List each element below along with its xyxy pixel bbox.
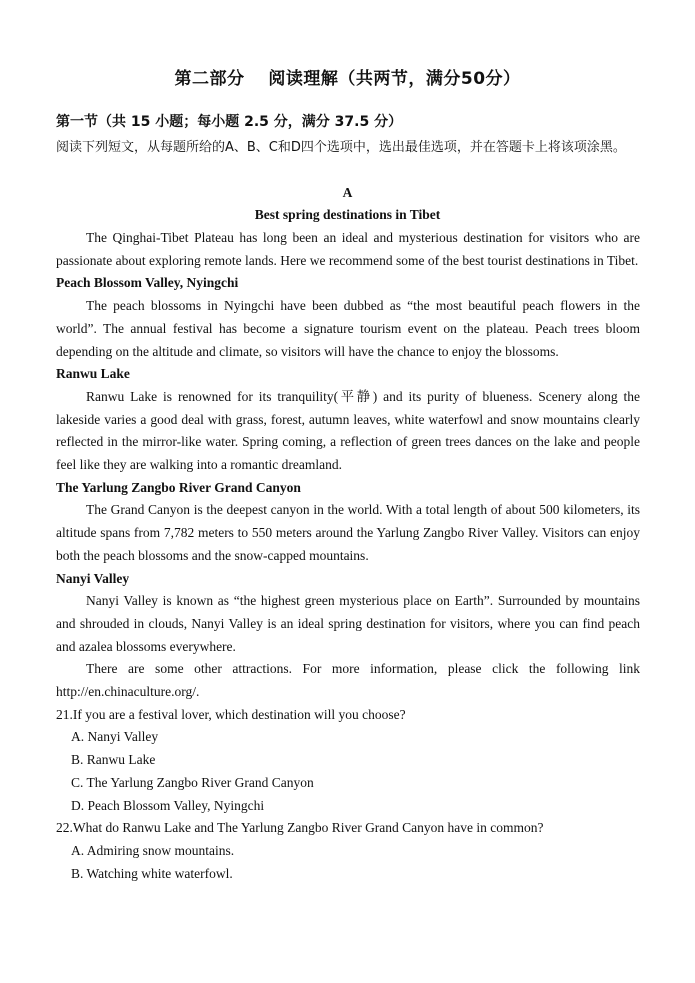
- question-22-option-a: A. Admiring snow mountains.: [71, 842, 235, 858]
- passage-intro: The Qinghai-Tibet Plateau has long been an ideal and mysterious destination for visitors who are passionate about exploring remote lands. Here we recommend some of the best tourist destinations in Tibet.: [56, 230, 640, 268]
- section-heading-ranwu: Ranwu Lake: [56, 366, 130, 382]
- instructions: 阅读下列短文，从每题所给的A、B、C和D四个选项中，选出最佳选项，并在答题卡上将该项涂黑。: [56, 140, 626, 155]
- passage-title: Best spring destinations in Tibet: [254, 207, 441, 222]
- question-21-option-c: C. The Yarlung Zangbo River Grand Canyon: [71, 774, 314, 790]
- section-text-nyingchi: The peach blossoms in Nyingchi have been dubbed as “the most beautiful peach flowers in the world”. The annual festival has become a signature tourism event on the plateau. Peach trees bloom depending on the altitude and climate, so visitors will have the chance to enjoy the blossoms.: [56, 298, 640, 359]
- section-heading-nyingchi: Peach Blossom Valley, Nyingchi: [56, 275, 239, 291]
- section-heading-nanyi: Nanyi Valley: [56, 570, 130, 586]
- passage-closing: There are some other attractions. For more information, please click the following link http://en.chinaculture.org/.: [56, 661, 640, 700]
- question-22: 22.What do Ranwu Lake and The Yarlung Zangbo River Grand Canyon have in common?: [56, 820, 544, 836]
- question-22-option-b: B. Watching white waterfowl.: [71, 865, 233, 881]
- section-text-ranwu: Ranwu Lake is renowned for its tranquility(平静) and its purity of blueness. Scenery along the lakeside varies a good deal with grass, forest, autumn leaves, white waterfowl and snow mountains clearly reflected in the mirror-like water. Spring coming, a reflection of green trees dances on the lake and people feel like they are walking into a romantic dreamland.: [56, 388, 640, 473]
- question-21-option-d: D. Peach Blossom Valley, Nyingchi: [71, 797, 265, 813]
- section-heading-canyon: The Yarlung Zangbo River Grand Canyon: [56, 479, 301, 495]
- question-21-option-a: A. Nanyi Valley: [71, 729, 159, 745]
- passage-body: [56, 227, 640, 885]
- section-heading: 第一节（共 15 小题；每小题 2.5 分，满分 37.5 分）: [56, 114, 403, 130]
- question-21-option-b: B. Ranwu Lake: [71, 752, 156, 768]
- section-text-canyon: The Grand Canyon is the deepest canyon in the world. With a total length of about 500 kilometers, its altitude spans from 7,782 meters to 550 meters around the Yarlung Zangbo River Valley. Visitors can enjoy both the peach blossoms and the snow-capped mountains.: [56, 502, 640, 563]
- part-title: 第二部分 阅读理解（共两节，满分50分）: [174, 69, 521, 89]
- section-text-nanyi: Nanyi Valley is known as “the highest green mysterious place on Earth”. Surrounded by mountains and shrouded in clouds, Nanyi Valley is an ideal spring destination for visitors, where you can find peach and azalea blossoms everywhere.: [56, 593, 640, 654]
- passage-letter: A: [342, 185, 353, 200]
- question-21: 21.If you are a festival lover, which destination will you choose?: [56, 706, 406, 722]
